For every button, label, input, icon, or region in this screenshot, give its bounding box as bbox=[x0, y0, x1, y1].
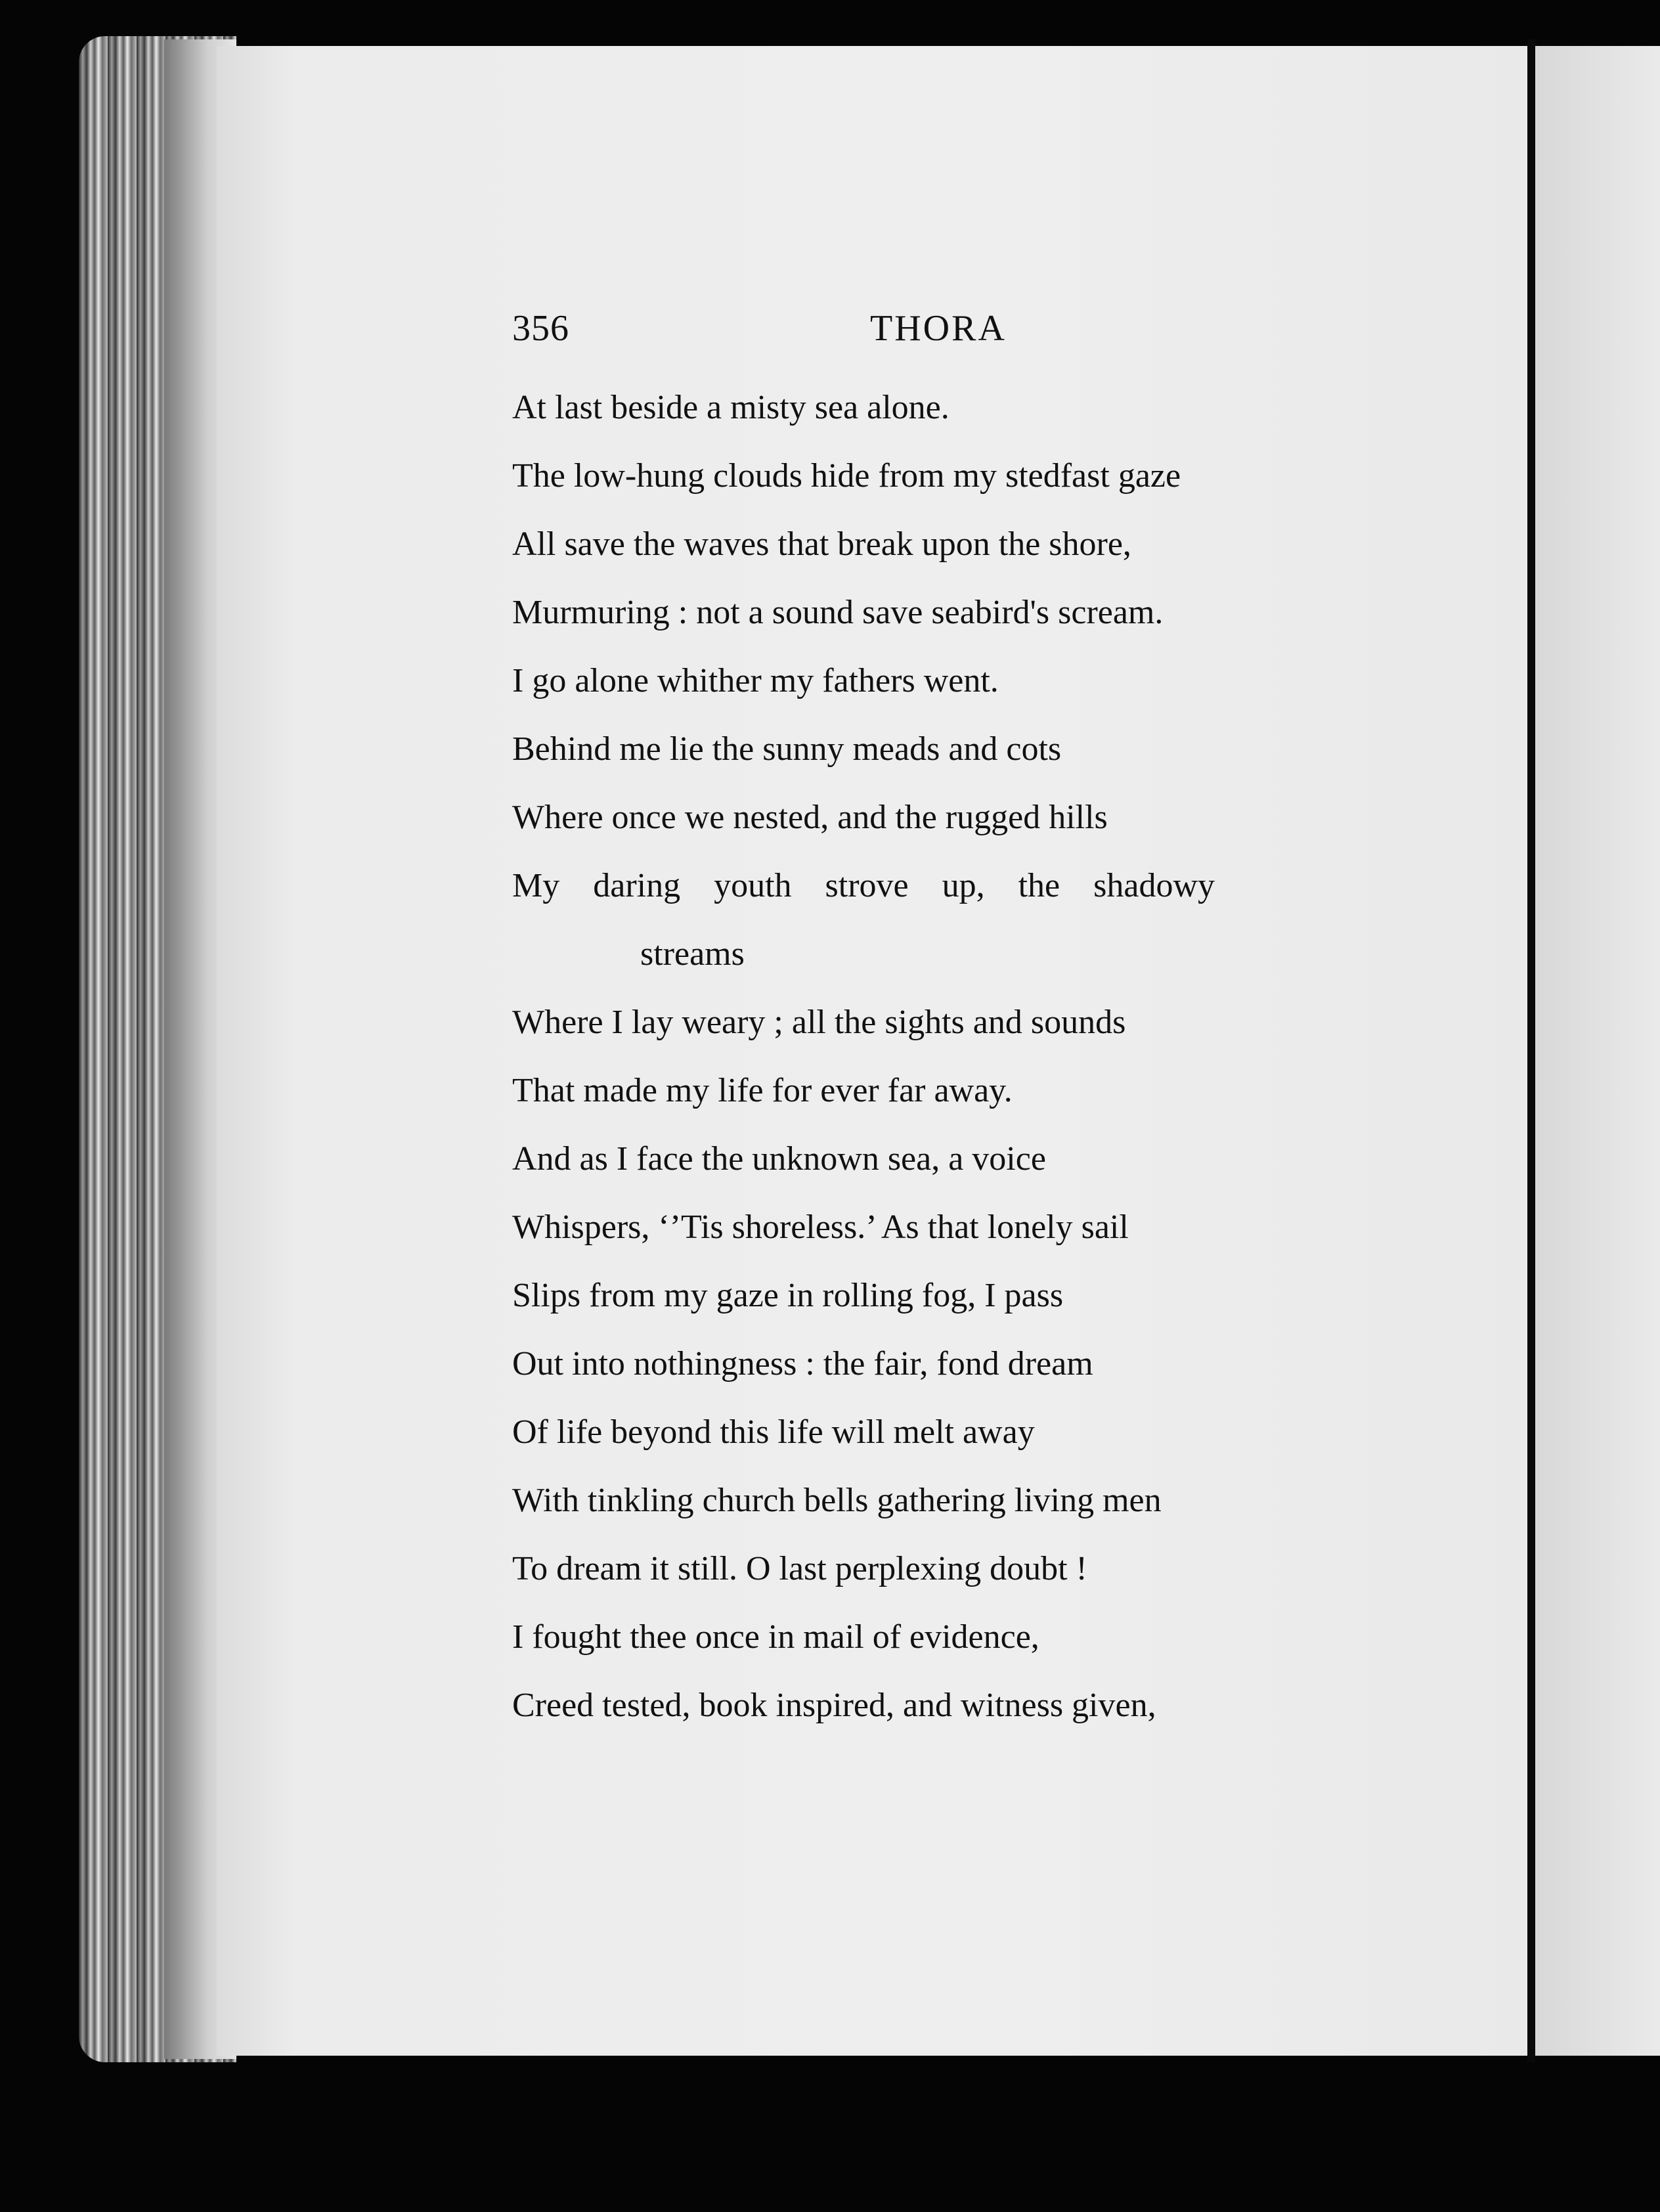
running-title: THORA bbox=[870, 308, 1007, 349]
poem-line: Slips from my gaze in rolling fog, I pass bbox=[512, 1277, 1064, 1314]
poem-line: And as I face the unknown sea, a voice bbox=[512, 1140, 1046, 1178]
poem-line: To dream it still. O last perplexing doubt ! bbox=[512, 1550, 1087, 1587]
poem-line: Creed tested, book inspired, and witness given, bbox=[512, 1687, 1156, 1724]
poem-line: Murmuring : not a sound save seabird's scream. bbox=[512, 594, 1164, 631]
poem-line: The low-hung clouds hide from my stedfast gaze bbox=[512, 457, 1181, 495]
gutter-line bbox=[1527, 39, 1535, 2062]
poem-line: I go alone whither my fathers went. bbox=[512, 662, 999, 699]
poem-line: Of life beyond this life will melt away bbox=[512, 1413, 1035, 1451]
poem-line: All save the waves that break upon the shore, bbox=[512, 525, 1131, 563]
page-number: 356 bbox=[512, 308, 569, 349]
poem-line: Where I lay weary ; all the sights and sounds bbox=[512, 1004, 1126, 1041]
poem-line: Out into nothingness : the fair, fond dream bbox=[512, 1345, 1093, 1382]
poem-line: With tinkling church bells gathering living men bbox=[512, 1482, 1162, 1519]
poem-line: Whispers, ‘’Tis shoreless.’ As that lonely sail bbox=[512, 1208, 1129, 1246]
facing-page-strip bbox=[1535, 46, 1660, 2056]
poem-line-continuation: streams bbox=[640, 935, 745, 973]
poem-line: I fought thee once in mail of evidence, bbox=[512, 1618, 1039, 1656]
scanner-bottom-border bbox=[0, 2062, 1660, 2212]
poem-line: At last beside a misty sea alone. bbox=[512, 389, 950, 426]
running-head bbox=[512, 307, 1313, 353]
poem-line: Where once we nested, and the rugged hills bbox=[512, 799, 1108, 836]
poem-line: My daring youth strove up, the shadowy bbox=[512, 867, 1215, 904]
poem-line: Behind me lie the sunny meads and cots bbox=[512, 730, 1062, 768]
poem-line: That made my life for ever far away. bbox=[512, 1072, 1013, 1109]
scanner-top-border bbox=[0, 0, 1660, 41]
